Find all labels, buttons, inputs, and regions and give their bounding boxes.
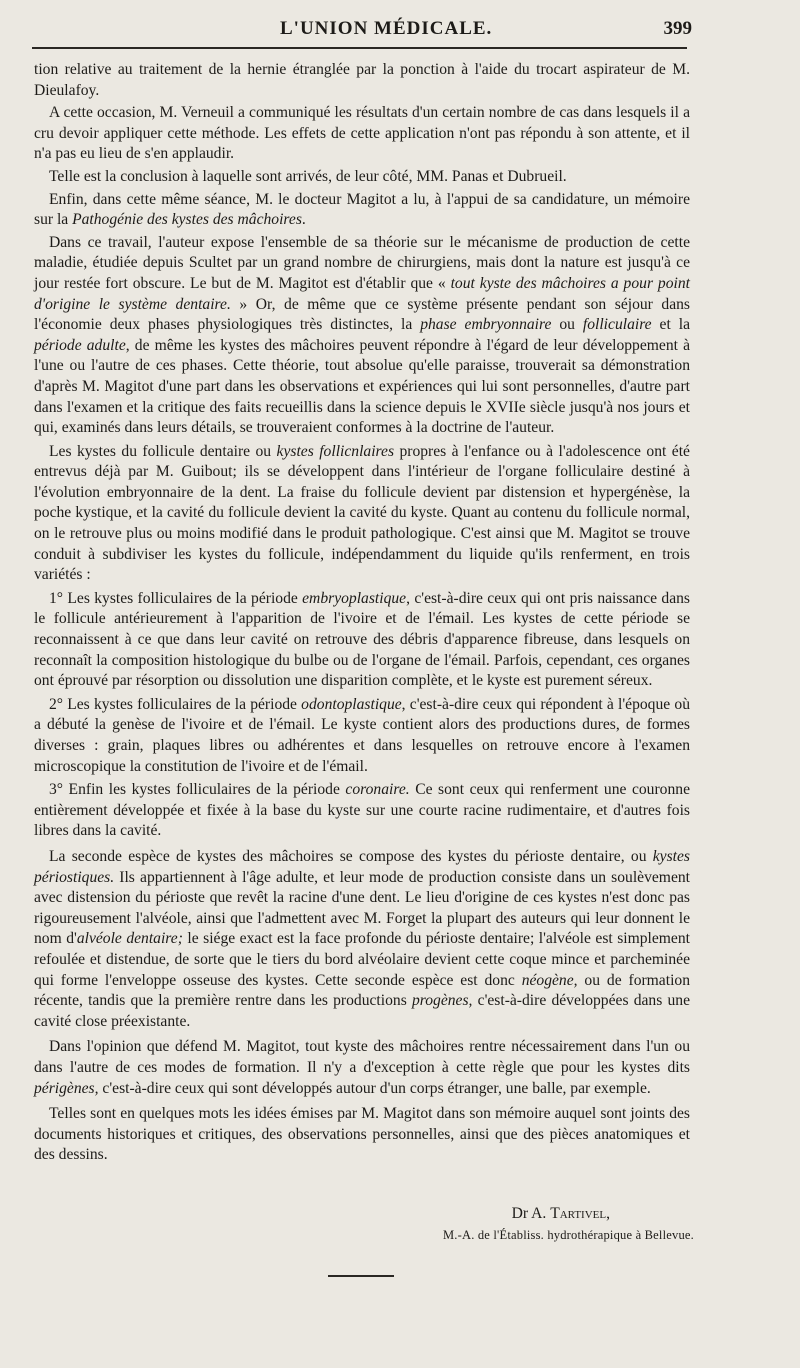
author-prefix: Dr A. [511, 1205, 551, 1222]
page-number: 399 [663, 18, 692, 39]
paragraph-7: 1° Les kystes folliculaires de la période embryoplastique, c'est-à-dire ceux qui ont pris naissance dans le follicule antérieurement à l'apparition de l'ivoire et de l'émail. Les kystes de cette période se reconnaissent à ce que dans leur cavité on retrouve des débris d'apparence fibreuse, dans lesquels on reconnaît la composition histologique du bulbe ou de l'organe de l'émail. Parfois, cependant, ces organes ont éprouvé par résorption ou dissolution une disparition complète, et le kyste est purement séreux. [34, 589, 690, 690]
paragraph-9: 3° Enfin les kystes folliculaires de la période coronaire. Ce sont ceux qui renferment une couronne entièrement développée et fixée à la base du kyste sur une courte racine rudimentaire, et d'autres fois libres dans la cavité. [34, 781, 690, 840]
paragraph-8: 2° Les kystes folliculaires de la période odontoplastique, c'est-à-dire ceux qui répondent à l'époque où a débuté la genèse de l'ivoire et de l'émail. Le kyste contient alors des productions dures, de formes diverses : grain, plaques libres ou adhérentes et dans lesquelles on retrouve encore à l'examen microscopique la constitution de l'ivoire et de l'émail. [34, 695, 690, 775]
author-signature [512, 1205, 610, 1223]
page-header [30, 14, 690, 44]
author-name: Tartivel, [550, 1205, 610, 1222]
paragraph-3: Telle est la conclusion à laquelle sont arrivés, de leur côté, MM. Panas et Dubrueil. [49, 167, 567, 185]
paragraph-1: tion relative au traitement de la hernie étranglée par la ponction à l'aide du trocart aspirateur de M. Dieulafoy. [34, 61, 690, 99]
running-head: L'UNION MÉDICALE. [280, 18, 493, 39]
paragraph-4: Enfin, dans cette même séance, M. le docteur Magitot a lu, à l'appui de sa candidature, un mémoire sur la Pathogénie des kystes des mâchoires. [34, 190, 690, 229]
paragraph-6: Les kystes du follicule dentaire ou kystes follicnlaires propres à l'enfance ou à l'adolescence ont été entrevus déjà par M. Guibout; ils se développent dans l'intérieur de l'organe folliculaire destiné à l'évolution embryonnaire de la dent. La fraise du follicule devient par distension et hypergénèse, la poche kystique, et la cavité du follicule devient la cavité du kyste. Quant au contenu du follicule normal, on le retrouve plus ou moins modifié dans le produit pathologique. C'est ainsi que M. Magitot se trouve conduit à subdiviser les kystes du follicule, indépendamment du liquide qu'ils renferment, en trois variétés : [34, 442, 690, 584]
header-rule [32, 47, 687, 49]
article-body [34, 60, 690, 1168]
paragraph-5: Dans ce travail, l'auteur expose l'ensemble de sa théorie sur le mécanisme de production de cette maladie, étudiée depuis Scultet par un grand nombre de chirurgiens, mais dont la nature est jusqu'à ce jour restée fort obscure. Le but de M. Magitot est d'établir que « tout kyste des mâchoires a pour point d'origine le système dentaire. » Or, de même que ce système présente pendant son séjour dans l'économie deux phases physiologiques très distinctes, la phase embryonnaire ou folliculaire et la période adulte, de même les kystes des mâchoires peuvent répondre à l'égard de leur développement à l'une ou l'autre de ces phases. Cette théorie, tout absolue qu'elle paraisse, trouverait sa démonstration d'après M. Magitot d'une part dans les observations et expériences qui lui sont personnelles, d'autre part dans l'examen et la critique des faits recueillis dans la science depuis le XVIIe siècle jusqu'à nos jours et qui, examinés dans leurs détails, se trouveraient conformes à la doctrine de l'auteur. [34, 233, 690, 437]
memoir-title: Pathogénie des kystes des mâchoires [72, 211, 302, 229]
paragraph-12: Telles sont en quelques mots les idées émises par M. Magitot dans son mémoire auquel sont joints des documents historiques et critiques, des observations personnelles, ainsi que des pièces anatomiques et des dessins. [34, 1105, 690, 1164]
paragraph-11: Dans l'opinion que défend M. Magitot, tout kyste des mâchoires rentre nécessairement dans l'un ou dans l'autre de ces modes de formation. Il n'y a d'exception à cette règle que pour les kystes dits périgènes, c'est-à-dire ceux qui sont développés autour d'un corps étranger, une balle, par exemple. [34, 1038, 690, 1097]
author-affiliation: M.-A. de l'Établiss. hydrothérapique à Bellevue. [442, 1228, 694, 1242]
paragraph-10: La seconde espèce de kystes des mâchoires se compose des kystes du périoste dentaire, ou kystes périostiques. Ils appartiennent à l'âge adulte, et leur mode de production consiste dans un soulèvement avec distension du périoste que revêt la racine d'une dent. Le lieu d'origine de ces kystes n'est donc pas rigoureusement l'alvéole, ainsi que l'admettent avec M. Forget la plupart des auteurs qui leur donnent le nom d'alvéole dentaire; le siége exact est la face profonde du périoste dentaire; l'alvéole est simplement refoulée et distendue, de sorte que le tiers du bord alvéolaire devient cette coque mince et parcheminée qui forme l'enveloppe osseuse des kystes. Cette seconde espèce est donc néogène, ou de formation récente, tandis que la première rentre dans les productions progènes, c'est-à-dire développées dans une cavité close préexistante. [34, 847, 690, 1030]
closing-rule [328, 1275, 394, 1277]
paragraph-2: A cette occasion, M. Verneuil a communiqué les résultats d'un certain nombre de cas dans lesquels il a cru devoir appliquer cette méthode. Les effets de cette application n'ont pas répondu à son attente, et il n'a pas eu lieu de s'en applaudir. [34, 104, 690, 163]
